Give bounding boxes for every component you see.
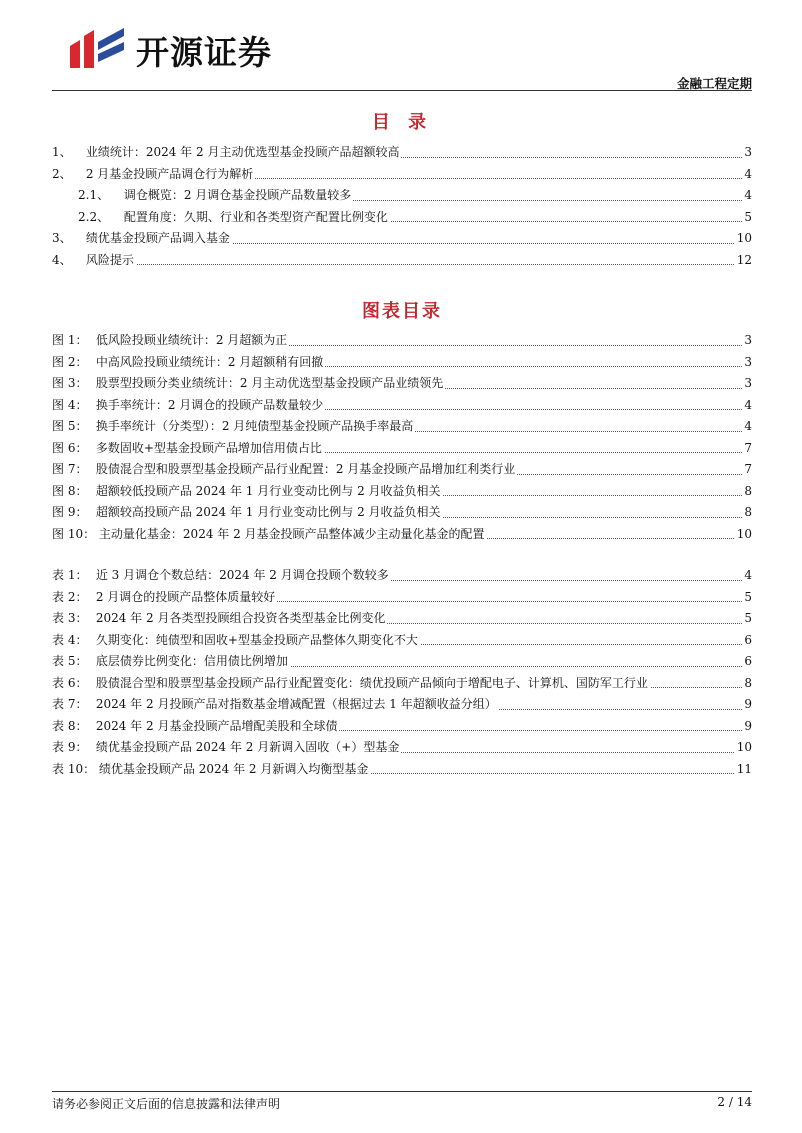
table-entry-number: 表 6： xyxy=(52,675,88,690)
report-header xyxy=(52,18,752,90)
table-entry[interactable] xyxy=(52,651,752,673)
figure-entry-number: 图 10： xyxy=(52,526,96,541)
table-entry-number: 表 8： xyxy=(52,718,88,733)
toc-entry-title: 调仓概览：2 月调仓基金投顾产品数量较多 xyxy=(123,188,352,202)
figure-entry-text xyxy=(52,395,325,417)
table-entry-number: 表 1： xyxy=(52,568,88,582)
figure-entry-page: 3 xyxy=(742,373,752,395)
table-entry-page: 10 xyxy=(735,737,752,759)
figure-entry-page: 8 xyxy=(742,502,752,524)
table-entry-text xyxy=(52,737,401,759)
figure-entry-number: 图 1： xyxy=(52,333,88,347)
toc-entry-number: 2.2、 xyxy=(78,209,110,224)
header-divider xyxy=(52,90,752,91)
brand-logo-icon xyxy=(68,24,126,72)
footer-divider xyxy=(52,1091,752,1092)
toc-title: 目 录 xyxy=(371,112,433,133)
figure-entry-number: 图 4： xyxy=(52,397,88,412)
figure-entry[interactable] xyxy=(52,459,752,481)
figure-entry-number: 图 7： xyxy=(52,462,88,476)
table-entry-text xyxy=(52,587,277,609)
figure-entry-text xyxy=(52,438,324,460)
figure-entry-title: 中高风险投顾业绩统计：2 月超额稍有回撤 xyxy=(95,354,324,369)
figure-entry-title: 主动量化基金：2024 年 2 月基金投顾产品整体减少主动量化基金的配置 xyxy=(98,526,485,541)
figures-title: 图表目录 xyxy=(362,301,442,322)
figure-entry[interactable] xyxy=(52,352,752,374)
toc-entry-page: 10 xyxy=(735,228,752,250)
figure-entry[interactable] xyxy=(52,416,752,438)
toc-entry-title: 绩优基金投顾产品调入基金 xyxy=(85,231,230,245)
figure-entry-number: 图 3： xyxy=(52,376,88,390)
figure-list xyxy=(52,330,752,545)
toc-entry-text xyxy=(78,185,353,207)
figure-entry-title: 多数固收+型基金投顾产品增加信用债占比 xyxy=(95,440,322,455)
figure-entry-page: 3 xyxy=(742,330,752,352)
figure-entry-text xyxy=(52,502,443,524)
table-entry-number: 表 2： xyxy=(52,589,88,604)
toc-entry[interactable] xyxy=(52,164,752,186)
figure-entry[interactable] xyxy=(52,330,752,352)
table-entry-number: 表 10： xyxy=(52,761,96,776)
table-entry-title: 近 3 月调仓个数总结：2024 年 2 月调仓投顾个数较多 xyxy=(95,568,389,582)
figure-entry-number: 图 9： xyxy=(52,505,88,519)
report-type-label: 金融工程定期 xyxy=(676,76,752,91)
toc-entry[interactable] xyxy=(52,185,752,207)
figure-entry-title: 换手率统计：2 月调仓的投顾产品数量较少 xyxy=(95,397,324,412)
figure-entry-title: 换手率统计（分类型）：2 月纯债型基金投顾产品换手率最高 xyxy=(95,419,414,433)
toc-entry-number: 3、 xyxy=(52,231,72,245)
figure-entry-number: 图 5： xyxy=(52,419,88,433)
table-entry[interactable] xyxy=(52,737,752,759)
table-entry-title: 2024 年 2 月各类型投顾组合投资各类型基金比例变化 xyxy=(95,611,386,625)
table-entry[interactable] xyxy=(52,608,752,630)
toc-entry-page: 4 xyxy=(742,185,752,207)
toc-list xyxy=(52,142,752,271)
figure-entry-title: 股债混合型和股票型基金投顾产品行业配置：2 月基金投顾产品增加红利类行业 xyxy=(95,462,516,476)
table-entry-text xyxy=(52,694,499,716)
page-number: 2 / 14 xyxy=(717,1095,752,1109)
table-entry[interactable] xyxy=(52,587,752,609)
figure-entry-page: 3 xyxy=(742,352,752,374)
toc-entry[interactable] xyxy=(52,228,752,250)
figure-entry-title: 低风险投顾业绩统计：2 月超额为正 xyxy=(95,333,288,347)
table-entry-text xyxy=(52,630,420,652)
figure-entry-number: 图 2： xyxy=(52,354,88,369)
toc-entry-number: 4、 xyxy=(52,252,72,267)
table-entry-page: 9 xyxy=(742,694,752,716)
toc-entry-title: 业绩统计：2024 年 2 月主动优选型基金投顾产品超额较高 xyxy=(85,145,400,159)
brand-name: 开源证券 xyxy=(136,33,272,72)
figure-entry-text xyxy=(52,416,415,438)
table-entry[interactable] xyxy=(52,630,752,652)
table-entry-page: 11 xyxy=(735,759,752,781)
figure-entry-title: 超额较低投顾产品 2024 年 1 月行业变动比例与 2 月收益负相关 xyxy=(95,483,441,498)
toc-entry-number: 2.1、 xyxy=(78,188,110,202)
table-entry-title: 股债混合型和股票型基金投顾产品行业配置变化：绩优投顾产品倾向于增配电子、计算机、国防军工行业 xyxy=(95,675,648,690)
table-entry-title: 绩优基金投顾产品 2024 年 2 月新调入均衡型基金 xyxy=(98,761,369,776)
figure-entry[interactable] xyxy=(52,524,752,546)
toc-entry-text xyxy=(52,250,136,272)
table-entry-title: 2024 年 2 月基金投顾产品增配美股和全球债 xyxy=(95,718,338,733)
toc-entry-title: 风险提示 xyxy=(85,252,134,267)
figure-entry[interactable] xyxy=(52,438,752,460)
table-list xyxy=(52,565,752,780)
figure-entry-title: 股票型投顾分类业绩统计：2 月主动优选型基金投顾产品业绩领先 xyxy=(95,376,444,390)
table-entry-page: 8 xyxy=(742,673,752,695)
figure-entry-page: 10 xyxy=(735,524,752,546)
figure-entry-page: 4 xyxy=(742,416,752,438)
footer-disclaimer: 请务必参阅正文后面的信息披露和法律声明 xyxy=(52,1097,281,1111)
figure-entry-text xyxy=(52,459,517,481)
toc-entry-page: 3 xyxy=(742,142,752,164)
table-entry-title: 绩优基金投顾产品 2024 年 2 月新调入固收（+）型基金 xyxy=(95,740,400,754)
figure-entry-text xyxy=(52,524,487,546)
toc-entry-text xyxy=(52,228,232,250)
table-entry-number: 表 4： xyxy=(52,632,88,647)
figure-entry-number: 图 6： xyxy=(52,440,88,455)
table-entry-title: 底层债券比例变化：信用债比例增加 xyxy=(95,654,288,668)
table-entry-text xyxy=(52,608,387,630)
figure-entry-text xyxy=(52,352,325,374)
toc-entry-title: 配置角度：久期、行业和各类型资产配置比例变化 xyxy=(123,209,388,224)
table-entry-text xyxy=(52,651,290,673)
table-entry-page: 5 xyxy=(742,608,752,630)
figure-entry[interactable] xyxy=(52,395,752,417)
toc-entry-page: 4 xyxy=(742,164,752,186)
table-entry-number: 表 3： xyxy=(52,611,88,625)
table-entry-title: 2024 年 2 月投顾产品对指数基金增减配置（根据过去 1 年超额收益分组） xyxy=(95,697,497,711)
table-entry-number: 表 9： xyxy=(52,740,88,754)
table-entry[interactable] xyxy=(52,673,752,695)
toc-entry-text xyxy=(52,142,401,164)
table-entry-text xyxy=(52,565,391,587)
figure-entry[interactable] xyxy=(52,481,752,503)
table-entry-number: 表 7： xyxy=(52,697,88,711)
toc-entry[interactable] xyxy=(52,207,752,229)
toc-entry-text xyxy=(52,164,255,186)
figure-entry-number: 图 8： xyxy=(52,483,88,498)
figure-entry[interactable] xyxy=(52,373,752,395)
dot-leader xyxy=(52,264,752,265)
table-entry-text xyxy=(52,759,370,781)
toc-entry-page: 5 xyxy=(742,207,752,229)
table-entry[interactable] xyxy=(52,565,752,587)
figure-entry[interactable] xyxy=(52,502,752,524)
figure-entry-title: 超额较高投顾产品 2024 年 1 月行业变动比例与 2 月收益负相关 xyxy=(95,505,441,519)
figure-entry-text xyxy=(52,330,289,352)
table-entry[interactable] xyxy=(52,716,752,738)
toc-entry-page: 12 xyxy=(735,250,752,272)
table-entry-page: 6 xyxy=(742,651,752,673)
table-entry-title: 久期变化：纯债型和固收+型基金投顾产品整体久期变化不大 xyxy=(95,632,418,647)
table-entry-page: 6 xyxy=(742,630,752,652)
table-entry-text xyxy=(52,673,650,695)
table-entry-title: 2 月调仓的投顾产品整体质量较好 xyxy=(95,589,276,604)
table-entry-page: 4 xyxy=(742,565,752,587)
table-entry[interactable] xyxy=(52,694,752,716)
table-entry-page: 5 xyxy=(742,587,752,609)
toc-entry[interactable] xyxy=(52,142,752,164)
toc-entry[interactable] xyxy=(52,250,752,272)
figure-entry-page: 8 xyxy=(742,481,752,503)
toc-entry-title: 2 月基金投顾产品调仓行为解析 xyxy=(85,166,254,181)
table-entry-number: 表 5： xyxy=(52,654,88,668)
figure-entry-page: 7 xyxy=(742,438,752,460)
figure-entry-text xyxy=(52,373,445,395)
toc-entry-number: 2、 xyxy=(52,166,72,181)
table-entry-text xyxy=(52,716,339,738)
table-entry[interactable] xyxy=(52,759,752,781)
toc-entry-text xyxy=(78,207,390,229)
toc-entry-number: 1、 xyxy=(52,145,72,159)
table-entry-page: 9 xyxy=(742,716,752,738)
figure-entry-page: 7 xyxy=(742,459,752,481)
figure-entry-page: 4 xyxy=(742,395,752,417)
figure-entry-text xyxy=(52,481,443,503)
